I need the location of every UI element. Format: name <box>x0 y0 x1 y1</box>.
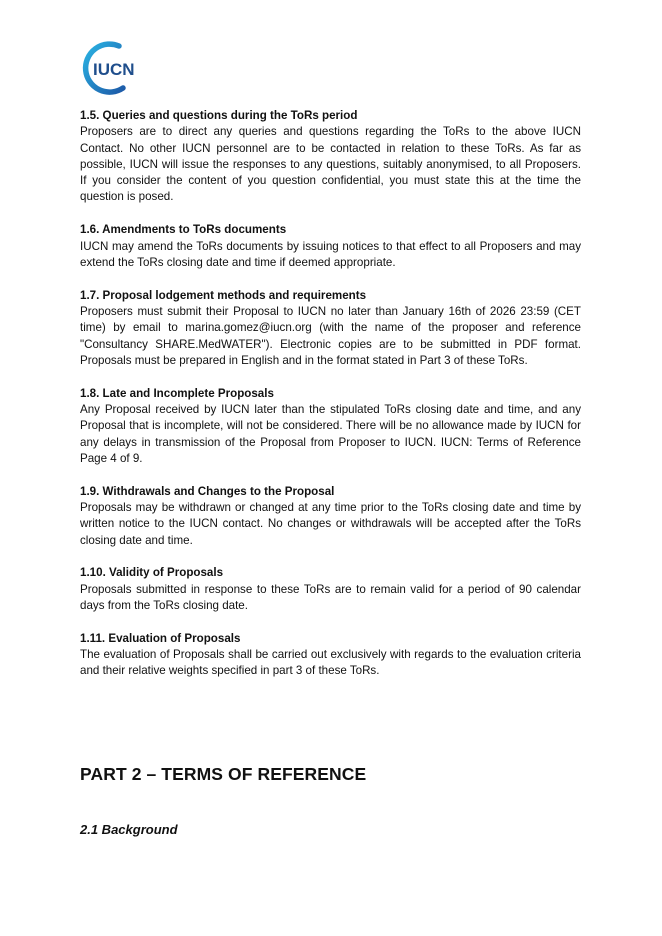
part-title: PART 2 – TERMS OF REFERENCE <box>80 764 367 784</box>
section-paragraph: Proposals submitted in response to these ToRs are to remain valid for a period of 90 calendar days from the ToRs closing date. <box>80 582 581 612</box>
section-evaluation <box>80 631 581 680</box>
iucn-logo-icon <box>80 40 140 96</box>
section-amendments <box>80 222 581 271</box>
section-paragraph: The evaluation of Proposals shall be carried out exclusively with regards to the evaluation criteria and their relative weights specified in part 3 of these ToRs. <box>80 648 581 678</box>
section-paragraph: Proposers must submit their Proposal to IUCN no later than January 16th of 2026 23:59 (CET time) by email to marina.gomez@iucn.org (with the name of the proposer and reference "Consultancy SHARE.MedWATER"). Electronic copies are to be submitted in PDF format. Proposals must be prepared in English and in the format stated in Part 3 of these ToRs. <box>80 304 581 367</box>
section-late-incomplete <box>80 386 581 467</box>
section-withdrawals <box>80 484 581 549</box>
section-heading: 1.5. Queries and questions during the ToRs period <box>80 109 358 122</box>
section-heading: 1.6. Amendments to ToRs documents <box>80 223 287 237</box>
section-heading: 1.7. Proposal lodgement methods and requirements <box>80 288 367 302</box>
section-paragraph: Any Proposal received by IUCN later than the stipulated ToRs closing date and time, and any Proposal that is incomplete, will not be considered. There will be no allowance made by IUCN for any delays in transmission of the Proposal from Proposer to IUCN. IUCN: Terms of Reference Page 4 of 9. <box>80 402 581 465</box>
section-heading: 1.11. Evaluation of Proposals <box>80 631 241 645</box>
section-paragraph: Proposals may be withdrawn or changed at any time prior to the ToRs closing date and time by written notice to the IUCN contact. No changes or withdrawals will be accepted after the ToRs closing date and time. <box>80 500 581 547</box>
section-heading: 1.8. Late and Incomplete Proposals <box>80 386 274 400</box>
logo-text: IUCN <box>93 60 135 79</box>
section-paragraph: IUCN may amend the ToRs documents by issuing notices to that effect to all Proposers and may extend the ToRs closing date and time if deemed appropriate. <box>80 239 581 269</box>
document-body <box>80 108 581 696</box>
section-heading: 1.9. Withdrawals and Changes to the Proposal <box>80 484 335 498</box>
iucn-logo <box>80 40 140 96</box>
section-validity <box>80 565 581 614</box>
section-lodgement <box>80 288 581 369</box>
section-paragraph: Proposers are to direct any queries and questions regarding the ToRs to the above IUCN Contact. No other IUCN personnel are to be contacted in relation to these ToRs. As far as possible, IUCN will issue the responses to any questions, suitably anonymised, to all Proposers. If you consider the content of you question confidential, you must state this at the time the question is posed. <box>80 125 581 204</box>
section-heading: 1.10. Validity of Proposals <box>80 566 224 580</box>
section-queries <box>80 108 581 206</box>
subsection-title: 2.1 Background <box>80 822 178 837</box>
